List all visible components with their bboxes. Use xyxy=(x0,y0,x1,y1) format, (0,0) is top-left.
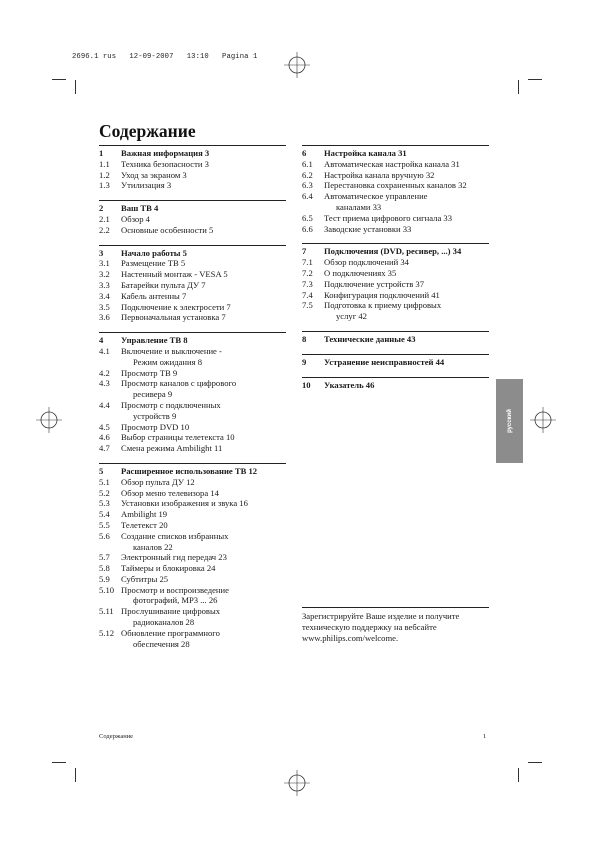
toc-entry-number: 2.1 xyxy=(99,213,110,224)
toc-entry-label: Создание списков избранных xyxy=(121,530,229,541)
toc-entry-label: Автоматическая настройка канала 31 xyxy=(324,158,460,169)
toc-entry-label: Конфигурация подключений 41 xyxy=(324,289,440,300)
toc-section-title: Указатель 46 xyxy=(324,379,375,390)
crop-mark xyxy=(75,80,76,94)
toc-entry-number xyxy=(99,639,121,650)
toc-entry-label: Просмотр и воспроизведение xyxy=(121,584,229,595)
toc-entry xyxy=(99,574,286,585)
toc-entry-label: Настенный монтаж - VESA 5 xyxy=(121,269,228,280)
toc-entry-label: Подключение к электросети 7 xyxy=(121,301,231,312)
toc-entry xyxy=(99,595,286,606)
toc-section xyxy=(302,145,489,234)
toc-entry-label: Прослушивание цифровых xyxy=(121,606,221,617)
toc-entry-label: Выбор страницы телетекста 10 xyxy=(121,432,235,443)
toc-entry-label: услуг 42 xyxy=(336,311,367,322)
toc-section xyxy=(99,463,286,650)
toc-section-title: Устранение неисправностей 44 xyxy=(324,356,445,367)
toc-entry xyxy=(302,213,489,224)
toc-entry-label: Утилизация 3 xyxy=(121,180,172,191)
registration-mark-icon xyxy=(284,770,310,796)
toc-entry xyxy=(99,639,286,650)
toc-entry-label: Просмотр каналов с цифрового xyxy=(121,378,237,389)
toc-entry xyxy=(99,291,286,302)
toc-entry-label: Батарейки пульта ДУ 7 xyxy=(121,279,206,290)
toc-entry xyxy=(302,191,489,202)
toc-entry-label: Обзор 4 xyxy=(121,213,150,224)
toc-entry xyxy=(99,357,286,368)
toc-entry-number: 4.5 xyxy=(99,421,110,432)
crop-mark xyxy=(518,80,519,94)
toc-entry-label: Автоматическое управление xyxy=(324,191,428,202)
toc-entry-label: ресивера 9 xyxy=(133,389,173,400)
toc-section-title: Подключения (DVD, ресивер, ...) 34 xyxy=(324,246,462,257)
toc-section-heading xyxy=(99,203,286,214)
toc-entry-number: 6.2 xyxy=(302,169,313,180)
toc-entry-label: Обзор пульта ДУ 12 xyxy=(121,476,195,487)
toc-entry-number: 1.3 xyxy=(99,180,110,191)
toc-entry xyxy=(302,311,489,322)
toc-entry xyxy=(99,312,286,323)
toc-entry-number: 1.1 xyxy=(99,158,110,169)
toc-section-number: 6 xyxy=(302,148,307,158)
toc-section xyxy=(99,200,286,235)
registration-mark-icon xyxy=(284,52,310,78)
toc-entry-label: Обновление программного xyxy=(121,627,220,638)
toc-entry-number: 4.1 xyxy=(99,345,110,356)
toc-entry xyxy=(302,290,489,301)
toc-entry-number xyxy=(99,617,121,628)
toc-entry-label: Первоначальная установка 7 xyxy=(121,312,226,323)
toc-entry-number: 7.4 xyxy=(302,289,313,300)
toc-section-number: 8 xyxy=(302,333,307,344)
toc-entry-label: Таймеры и блокировка 24 xyxy=(121,563,216,574)
toc-entry xyxy=(302,180,489,191)
toc-entry-number: 5.12 xyxy=(99,627,115,638)
register-note: Зарегистрируйте Ваше изделие и получите техническую поддержку на вебсайте www.philips.com/welcome. xyxy=(302,607,489,644)
crop-mark xyxy=(75,768,76,782)
toc-entry xyxy=(99,443,286,454)
toc-entry xyxy=(99,606,286,617)
toc-entry-number: 2.2 xyxy=(99,224,110,235)
toc-entry xyxy=(99,498,286,509)
toc-left-column xyxy=(99,145,286,658)
footer-section-name: Содержание xyxy=(99,733,134,740)
toc-section-heading xyxy=(99,248,286,259)
toc-entry-number: 4.4 xyxy=(99,399,110,410)
toc-entry xyxy=(99,180,286,191)
toc-entry-label: Уход за экраном 3 xyxy=(121,169,187,180)
toc-entry xyxy=(99,628,286,639)
toc-entry-number: 3.6 xyxy=(99,312,110,323)
toc-section-heading xyxy=(99,148,286,159)
toc-entry-number: 7.5 xyxy=(302,300,313,311)
toc-entry-number: 6.1 xyxy=(302,158,313,169)
toc-entry-label: устройств 9 xyxy=(133,410,177,421)
toc-entry xyxy=(99,477,286,488)
toc-entry-number: 3.3 xyxy=(99,279,110,290)
toc-entry xyxy=(99,389,286,400)
crop-mark xyxy=(528,79,542,80)
toc-section-heading xyxy=(302,246,489,257)
toc-entry-label: Режим ожидания 8 xyxy=(133,356,203,367)
toc-entry xyxy=(99,378,286,389)
toc-entry-label: Размещение ТВ 5 xyxy=(121,258,186,269)
toc-entry-number: 6.5 xyxy=(302,212,313,223)
toc-entry-number: 6.4 xyxy=(302,191,313,202)
toc-entry-label: Смена режима Ambilight 11 xyxy=(121,443,223,454)
toc-entry-label: Настройка канала вручную 32 xyxy=(324,169,435,180)
toc-entry xyxy=(302,224,489,235)
toc-entry-number: 5.3 xyxy=(99,498,110,509)
toc-entry xyxy=(302,202,489,213)
toc-entry xyxy=(99,531,286,542)
toc-entry-number: 7.2 xyxy=(302,267,313,278)
toc-entry-number xyxy=(99,411,121,422)
toc-entry xyxy=(99,563,286,574)
toc-entry-number xyxy=(99,595,121,606)
toc-entry xyxy=(99,488,286,499)
toc-entry-number: 5.5 xyxy=(99,519,110,530)
toc-entry-label: Телетекст 20 xyxy=(121,519,168,530)
toc-entry-number: 7.1 xyxy=(302,257,313,268)
toc-entry-number: 5.10 xyxy=(99,584,115,595)
toc-section-heading xyxy=(99,466,286,477)
toc-entry xyxy=(99,269,286,280)
toc-entry xyxy=(99,225,286,236)
toc-entry xyxy=(99,258,286,269)
toc-section xyxy=(99,332,286,454)
toc-entry-label: Подключение устройств 37 xyxy=(324,278,425,289)
footer-page-number: 1 xyxy=(483,733,487,740)
toc-section-title: Важная информация 3 xyxy=(121,148,210,158)
toc-entry-label: Ambilight 19 xyxy=(121,509,168,520)
toc-section-number: 1 xyxy=(99,148,104,158)
toc-entry-label: Кабель антенны 7 xyxy=(121,290,187,301)
toc-entry-label: фотографий, MP3 ... 26 xyxy=(133,595,218,606)
toc-entry-label: Заводские установки 33 xyxy=(324,223,412,234)
toc-entry-label: каналов 22 xyxy=(133,541,173,552)
toc-entry xyxy=(99,214,286,225)
toc-entry xyxy=(302,170,489,181)
toc-entry-label: Перестановка сохраненных каналов 32 xyxy=(324,180,467,191)
toc-entry xyxy=(99,302,286,313)
toc-entry-number: 3.1 xyxy=(99,258,110,269)
toc-section-title: Управление ТВ 8 xyxy=(121,335,188,346)
registration-mark-icon xyxy=(530,407,556,433)
toc-section xyxy=(99,245,286,324)
toc-entry-number: 4.6 xyxy=(99,432,110,443)
toc-entry-number: 7.3 xyxy=(302,278,313,289)
toc-section-heading xyxy=(302,380,489,391)
toc-entry xyxy=(99,400,286,411)
toc-entry-number: 5.6 xyxy=(99,530,110,541)
toc-entry-label: Основные особенности 5 xyxy=(121,224,214,235)
toc-entry xyxy=(302,279,489,290)
toc-section-title: Технические данные 43 xyxy=(324,333,416,344)
toc-right-column xyxy=(302,145,489,399)
toc-entry-label: Включение и выключение - xyxy=(121,345,222,356)
toc-entry xyxy=(99,585,286,596)
toc-section-number: 5 xyxy=(99,465,104,476)
toc-entry-label: Просмотр DVD 10 xyxy=(121,421,190,432)
toc-entry-number: 4.7 xyxy=(99,443,110,454)
toc-entry-label: О подключениях 35 xyxy=(324,267,397,278)
toc-entry-label: обеспечения 28 xyxy=(133,638,190,649)
language-tab xyxy=(496,379,523,463)
toc-entry xyxy=(99,617,286,628)
crop-mark xyxy=(528,762,542,763)
toc-entry-number: 5.7 xyxy=(99,552,110,563)
toc-section-heading xyxy=(302,357,489,368)
registration-mark-icon xyxy=(36,407,62,433)
toc-section-title: Настройка канала 31 xyxy=(324,148,407,158)
crop-mark xyxy=(52,79,66,80)
toc-entry xyxy=(99,170,286,181)
toc-entry xyxy=(99,280,286,291)
toc-entry xyxy=(99,368,286,379)
toc-entry-label: Электронный гид передач 23 xyxy=(121,552,227,563)
toc-entry-number: 4.3 xyxy=(99,378,110,389)
toc-entry-number xyxy=(99,542,121,553)
toc-entry-label: Субтитры 25 xyxy=(121,573,169,584)
toc-section-title: Начало работы 5 xyxy=(121,247,187,258)
toc-section xyxy=(302,331,489,345)
toc-entry-number xyxy=(302,202,324,213)
language-tab-label: русский xyxy=(506,409,513,433)
page-title: Содержание xyxy=(99,121,196,141)
toc-section-number: 10 xyxy=(302,379,311,390)
toc-entry xyxy=(99,542,286,553)
toc-entry-number: 5.1 xyxy=(99,476,110,487)
toc-entry-number xyxy=(99,389,121,400)
toc-entry xyxy=(99,432,286,443)
toc-entry-label: Обзор подключений 34 xyxy=(324,257,409,268)
print-slug: 2696.1 rus 12-09-2007 13:10 Pagina 1 xyxy=(72,53,258,61)
toc-section-title: Расширенное использование ТВ 12 xyxy=(121,465,258,476)
toc-entry xyxy=(302,159,489,170)
toc-entry-number: 4.2 xyxy=(99,367,110,378)
toc-entry-label: Установки изображения и звука 16 xyxy=(121,498,248,509)
toc-section xyxy=(99,145,286,191)
toc-section-number: 9 xyxy=(302,356,307,367)
toc-entry-number: 5.2 xyxy=(99,487,110,498)
toc-entry-number: 3.2 xyxy=(99,269,110,280)
toc-entry-number: 6.3 xyxy=(302,180,313,191)
toc-entry xyxy=(302,268,489,279)
toc-entry-number: 6.6 xyxy=(302,223,313,234)
toc-section xyxy=(302,377,489,391)
toc-entry-number: 5.11 xyxy=(99,606,114,617)
toc-section xyxy=(302,354,489,368)
toc-entry-label: Просмотр ТВ 9 xyxy=(121,367,178,378)
toc-entry-label: Тест приема цифрового сигнала 33 xyxy=(324,212,453,223)
toc-entry-label: Просмотр с подключенных xyxy=(121,399,221,410)
toc-entry-label: радиоканалов 28 xyxy=(133,617,195,628)
toc-entry-label: Подготовка к приему цифровых xyxy=(324,300,442,311)
toc-entry-number xyxy=(302,311,324,322)
toc-entry-number: 1.2 xyxy=(99,169,110,180)
toc-entry xyxy=(99,552,286,563)
toc-entry xyxy=(99,520,286,531)
toc-entry-label: Техника безопасности 3 xyxy=(121,158,209,169)
toc-section-number: 2 xyxy=(99,203,104,214)
toc-entry-label: каналами 33 xyxy=(336,201,382,212)
toc-entry xyxy=(99,346,286,357)
toc-section-number: 3 xyxy=(99,247,104,258)
crop-mark xyxy=(518,768,519,782)
toc-entry-number xyxy=(99,357,121,368)
toc-entry xyxy=(99,509,286,520)
toc-entry-number: 5.8 xyxy=(99,563,110,574)
toc-entry-number: 3.4 xyxy=(99,290,110,301)
toc-entry-number: 5.9 xyxy=(99,573,110,584)
toc-section-number: 4 xyxy=(99,335,104,346)
toc-section-title: Ваш ТВ 4 xyxy=(121,203,159,214)
toc-entry-label: Обзор меню телевизора 14 xyxy=(121,487,219,498)
crop-mark xyxy=(52,762,66,763)
toc-entry-number: 3.5 xyxy=(99,301,110,312)
toc-entry xyxy=(99,422,286,433)
toc-entry xyxy=(99,411,286,422)
toc-section-heading xyxy=(302,148,489,159)
toc-section-heading xyxy=(99,335,286,346)
toc-entry xyxy=(302,257,489,268)
toc-section-heading xyxy=(302,334,489,345)
toc-entry-number: 5.4 xyxy=(99,509,110,520)
toc-section-number: 7 xyxy=(302,246,307,257)
toc-entry xyxy=(99,159,286,170)
toc-entry xyxy=(302,300,489,311)
toc-section xyxy=(302,243,489,322)
